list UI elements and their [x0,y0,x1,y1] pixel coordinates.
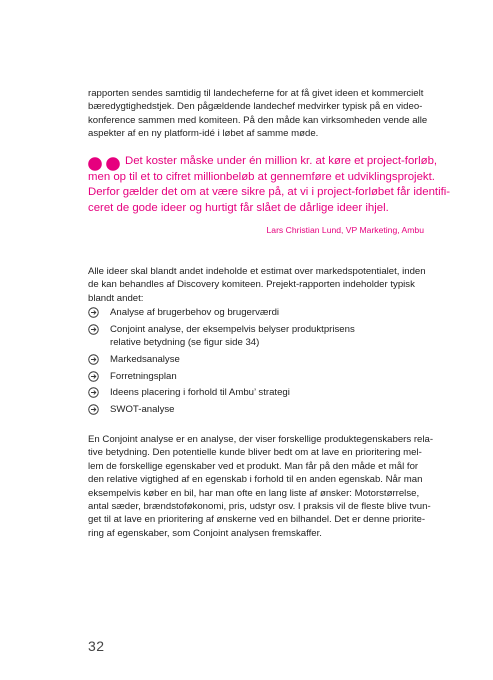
list-item [88,306,418,319]
text-line: Alle ideer skal blandt andet indeholde et estimat over markedspotentialet, inden [88,266,426,277]
list-item-text: Forretningsplan [110,370,177,382]
text-line: En Conjoint analyse er en analyse, der viser forskellige produktegenskabers rela- [88,434,434,445]
list-item-text: relative betydning (se figur side 34) [110,337,260,349]
circled-arrow-right-icon [88,371,99,382]
paragraph-requirements [88,265,426,305]
list-item-text: Markedsanalyse [110,353,180,365]
list-item [88,386,418,399]
quote-line: Det koster måske under én million kr. at køre et project-forløb, [125,155,438,167]
circled-arrow-right-icon [88,307,99,318]
list-item [88,403,418,416]
quote-text [88,154,451,216]
list-item [88,323,418,350]
text-line: den relative vigtighed af en egenskab i forhold til en anden egenskab. Når man [88,474,423,486]
list-item-text: Conjoint analyse, der eksempelvis belyser produktprisens [110,323,355,335]
bullet-list [88,306,418,420]
quote-line: ceret de gode ideer og hurtigt får slået de dårlige ideer ihjel. [88,201,389,214]
circled-arrow-right-icon [88,404,99,415]
text-line: blandt andet: [88,292,144,304]
text-line: lem de forskellige egenskaber ved et produkt. Man får på den måde et mål for [88,460,419,472]
page-number: 32 [88,638,105,654]
text-line: antal sæder, brændstoføkonomi, pris, udstyr osv. I praksis vil de fleste blive tvun- [88,501,431,513]
paragraph-intro [88,87,428,141]
quote-attribution: Lars Christian Lund, VP Marketing, Ambu [266,225,424,235]
text-line: bæredygtighedstjek. Den pågældende landechef medvirker typisk på en video- [88,101,423,113]
text-line: tive betydning. Den potentielle kunde bliver bedt om at lave en prioritering mel- [88,447,422,459]
text-line: get til at lave en prioritering af ønskerne ved en bilhandel. Det er denne priorite- [88,514,426,526]
list-item-text: Analyse af brugerbehov og brugerværdi [110,307,280,318]
list-item [88,370,418,383]
text-line: konference sammen med komiteen. På den måde kan virksomheden vende alle [88,114,428,126]
text-line: de kan behandles af Discovery komiteen. Prejekt-rapporten indeholder typisk [88,279,415,291]
circled-arrow-right-icon [88,354,99,365]
text-line: aspekter af en ny platform-idé i løbet af samme møde. [88,128,319,140]
quote-line: Derfor gælder det om at være sikre på, at vi i project-forløbet får identifi- [88,186,451,199]
list-item-text: Ideens placering i forhold til Ambu’ strategi [110,387,290,399]
circled-arrow-right-icon [88,387,99,398]
circled-arrow-right-icon [88,324,99,335]
list-item [88,353,418,366]
text-line: eksempelvis køber en bil, har man ofte en lang liste af ønsker: Motorstørrelse, [88,487,420,499]
text-line: ring af egenskaber, som Conjoint analysen fremskaffer. [88,527,322,539]
quote-line: men op til et to cifret millionbeløb at gennemføre et udviklingsprojekt. [88,170,435,183]
text-line: rapporten sendes samtidig til landecheferne for at få givet ideen et kommercielt [88,88,424,99]
list-item-text: SWOT-analyse [110,403,175,415]
paragraph-conjoint [88,433,434,540]
